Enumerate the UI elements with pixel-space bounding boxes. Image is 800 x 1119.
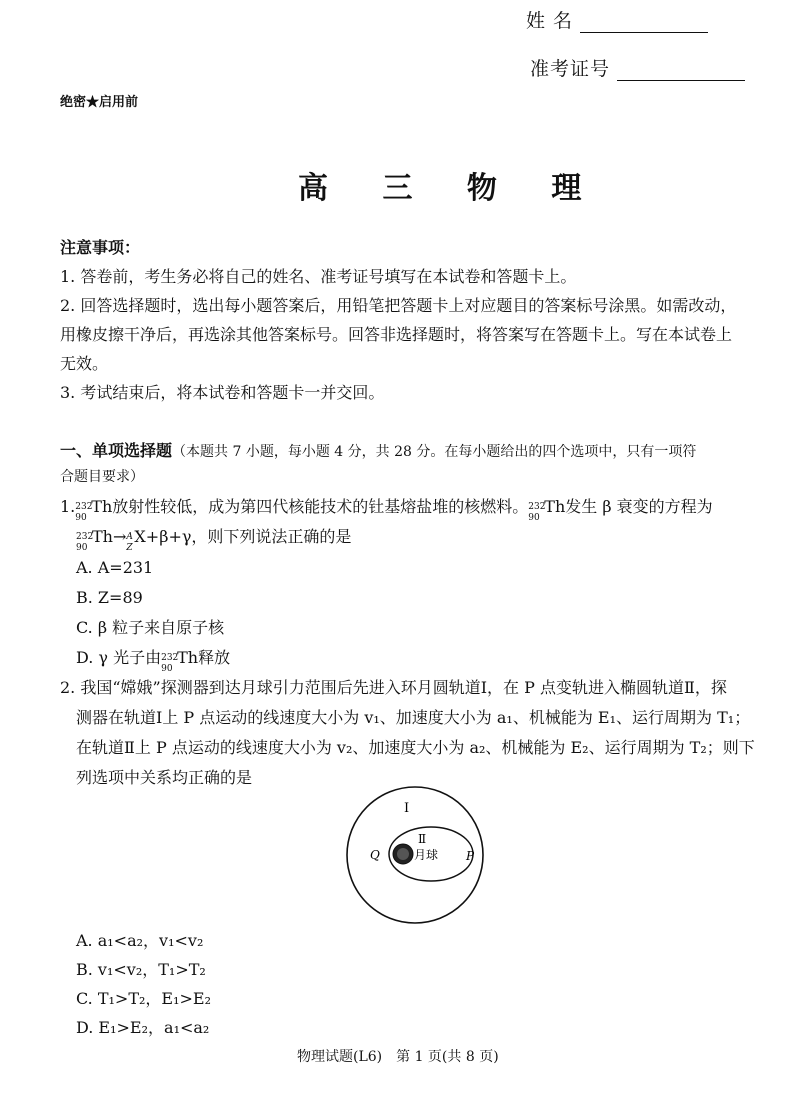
note-2-line-3: 无效。 <box>60 354 109 373</box>
name-label: 姓 名 <box>526 10 574 32</box>
name-field-row <box>526 6 708 33</box>
name-input-blank[interactable] <box>580 10 708 33</box>
note-3: 3. 考试结束后，将本试卷和答题卡一并交回。 <box>60 383 385 402</box>
note-2-line-1: 2. 回答选择题时，选出每小题答案后，用铅笔把答题卡上对应题目的答案标号涂黑。如需改动， <box>60 296 737 315</box>
q1-equation-rest: X+β+γ，则下列说法正确的是 <box>134 527 352 546</box>
q2-option-a[interactable]: A. a₁<a₂，v₁<v₂ <box>76 931 204 950</box>
section-1-desc: （本题共 7 小题，每小题 4 分，共 28 分。在每小题给出的四个选项中，只有一项符 <box>172 444 697 460</box>
q2-option-d[interactable]: D. E₁>E₂，a₁<a₂ <box>76 1018 210 1037</box>
q2-stem-line-4: 列选项中关系均正确的是 <box>76 768 253 787</box>
q2-stem-line-2: 测器在轨道Ⅰ上 P 点运动的线速度大小为 v₁、加速度大小为 a₁、机械能为 E₁、运行周期为 T₁； <box>76 708 751 727</box>
reaction-arrow: → <box>112 527 127 546</box>
q1-stem-line-2: 232 90 Th→ A Z X+β+γ，则下列说法正确的是 <box>76 527 352 553</box>
page-footer: 物理试题(L6) 第 1 页(共 8 页) <box>297 1049 499 1065</box>
exam-id-input-blank[interactable] <box>617 58 745 81</box>
q1-option-d[interactable]: D. γ 光子由 232 90 Th释放 <box>76 648 231 674</box>
q1-option-c[interactable]: C. β 粒子来自原子核 <box>76 618 225 637</box>
q1-stem-text-2: 发生 β 衰变的方程为 <box>565 497 713 516</box>
q1-stem-text-1: 放射性较低，成为第四代核能技术的钍基熔盐堆的核燃料。 <box>112 497 529 516</box>
th232-nuclide: 232 90 <box>75 502 93 523</box>
moon-core <box>397 848 409 860</box>
section-1-title: 一、单项选择题 <box>60 441 173 460</box>
notes-heading: 注意事项： <box>60 238 141 257</box>
confidential-label: 绝密★启用前 <box>60 95 139 110</box>
orbit-2-label: Ⅱ <box>418 832 427 846</box>
section-1-desc-cont: 合题目要求） <box>60 469 144 485</box>
orbit-1-label: Ⅰ <box>404 801 410 816</box>
note-2-line-2: 用橡皮擦干净后，再选涂其他答案标号。回答非选择题时，将答案写在答题卡上。写在本试卷上 <box>60 325 733 344</box>
point-p-label: P <box>466 849 475 863</box>
orbit-diagram <box>340 780 490 930</box>
point-q-label: Q <box>370 848 380 862</box>
q1-option-a[interactable]: A. A=231 <box>76 558 154 577</box>
th232-nuclide: 232 90 <box>76 532 94 553</box>
moon-label: 月球 <box>414 848 439 862</box>
x-nuclide: A Z <box>126 532 133 553</box>
section-1-header <box>60 440 696 463</box>
q2-option-b[interactable]: B. v₁<v₂，T₁>T₂ <box>76 960 206 979</box>
note-1: 1. 答卷前，考生务必将自己的姓名、准考证号填写在本试卷和答题卡上。 <box>60 267 577 286</box>
q1-option-b[interactable]: B. Z=89 <box>76 588 143 607</box>
th232-nuclide: 232 90 <box>161 653 179 674</box>
exam-id-label: 准考证号 <box>530 58 611 80</box>
q2-option-c[interactable]: C. T₁>T₂，E₁>E₂ <box>76 989 212 1008</box>
page-title: 高 三 物 理 <box>298 171 604 206</box>
q1-stem-line-1: 1. 232 90 Th放射性较低，成为第四代核能技术的钍基熔盐堆的核燃料。 232 90 Th发生 β 衰变的方程为 <box>60 497 713 523</box>
q2-stem-line-1: 2. 我国“嫦娥”探测器到达月球引力范围后先进入环月圆轨道Ⅰ，在 P 点变轨进入椭圆轨道Ⅱ，探 <box>60 678 727 697</box>
q1-number: 1. <box>60 497 76 516</box>
q2-stem-line-3: 在轨道Ⅱ上 P 点运动的线速度大小为 v₂、加速度大小为 a₂、机械能为 E₂、运行周期为 T₂；则下 <box>76 738 755 757</box>
th232-nuclide: 232 90 <box>528 502 546 523</box>
exam-id-field-row <box>530 54 745 81</box>
